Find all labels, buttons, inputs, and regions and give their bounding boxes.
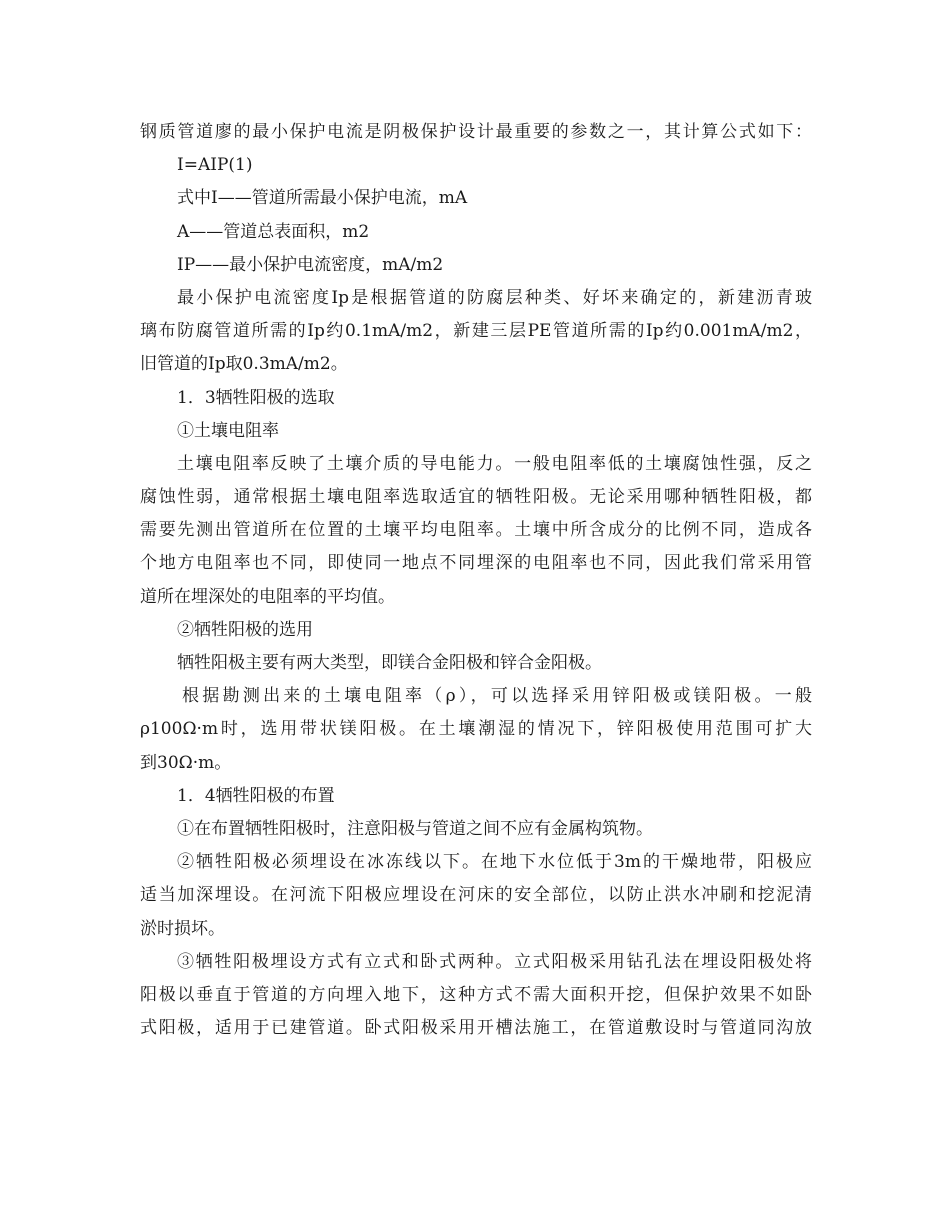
text-line: 牺牲阳极主要有两大类型，即镁合金阳极和锌合金阳极。 — [177, 653, 602, 673]
text-line: 适当加深埋设。在河流下阳极应埋设在河床的安全部位，以防止洪水冲刷和挖泥清 — [140, 885, 812, 906]
text-line: ①在布置牺牲阳极时，注意阳极与管道之间不应有金属构筑物。 — [177, 818, 653, 839]
text-line: 个地方电阻率也不同，即使同一地点不同埋深的电阻率也不同，因此我们常采用管 — [140, 553, 812, 574]
text-line: 式阳极，适用于已建管道。卧式阳极采用开槽法施工，在管道敷设时与管道同沟放 — [140, 1018, 812, 1039]
text-line: 钢质管道廖的最小保护电流是阴极保护设计最重要的参数之一，其计算公式如下： — [140, 122, 812, 142]
text-line: IP——最小保护电流密度，mA/m2 — [177, 254, 444, 275]
text-line: I=AIP(1) — [177, 155, 253, 176]
text-line: 1．4牺牲阳极的布置 — [177, 785, 335, 806]
text-line: ②牺牲阳极必须埋设在冰冻线以下。在地下水位低于3m的干燥地带，阳极应 — [177, 852, 812, 873]
text-line: ρ100Ω·m时，选用带状镁阳极。在土壤潮湿的情况下，锌阳极使用范围可扩大 — [140, 719, 812, 740]
text-line: 淤时损坏。 — [140, 918, 225, 939]
text-line: ③牺牲阳极埋设方式有立式和卧式两种。立式阳极采用钻孔法在埋设阳极处将 — [177, 951, 812, 972]
text-line: 阳极以垂直于管道的方向埋入地下，这种方式不需大面积开挖，但保护效果不如卧 — [140, 984, 812, 1005]
text-line: 式中I——管道所需最小保护电流，mA — [177, 188, 468, 209]
text-line: ①土壤电阻率 — [177, 420, 279, 441]
text-line: 土壤电阻率反映了土壤介质的导电能力。一般电阻率低的土壤腐蚀性强，反之 — [177, 453, 812, 474]
text-line: 腐蚀性弱，通常根据土壤电阻率选取适宜的牺牲阳极。无论采用哪种牺牲阳极，都 — [140, 487, 812, 508]
text-line: 1．3牺牲阳极的选取 — [177, 387, 335, 408]
text-line: 最小保护电流密度Ip是根据管道的防腐层种类、好坏来确定的，新建沥青玻 — [177, 287, 812, 308]
text-line: ②牺牲阳极的选用 — [177, 619, 313, 640]
text-line: 需要先测出管道所在位置的土壤平均电阻率。土壤中所含成分的比例不同，造成各 — [140, 520, 812, 541]
document-body — [140, 116, 812, 1045]
text-line: A——管道总表面积，m2 — [177, 221, 370, 242]
text-line: 璃布防腐管道所需的Ip约0.1mA/m2，新建三层PE管道所需的Ip约0.001mA/m2， — [140, 321, 812, 342]
text-line: 根据勘测出来的土壤电阻率（ρ），可以选择采用锌阳极或镁阳极。一般 — [182, 686, 812, 707]
text-line: 道所在埋深处的电阻率的平均值。 — [140, 586, 395, 607]
text-line: 到30Ω·m。 — [140, 752, 232, 773]
text-line: 旧管道的Ip取0.3mA/m2。 — [140, 354, 348, 375]
